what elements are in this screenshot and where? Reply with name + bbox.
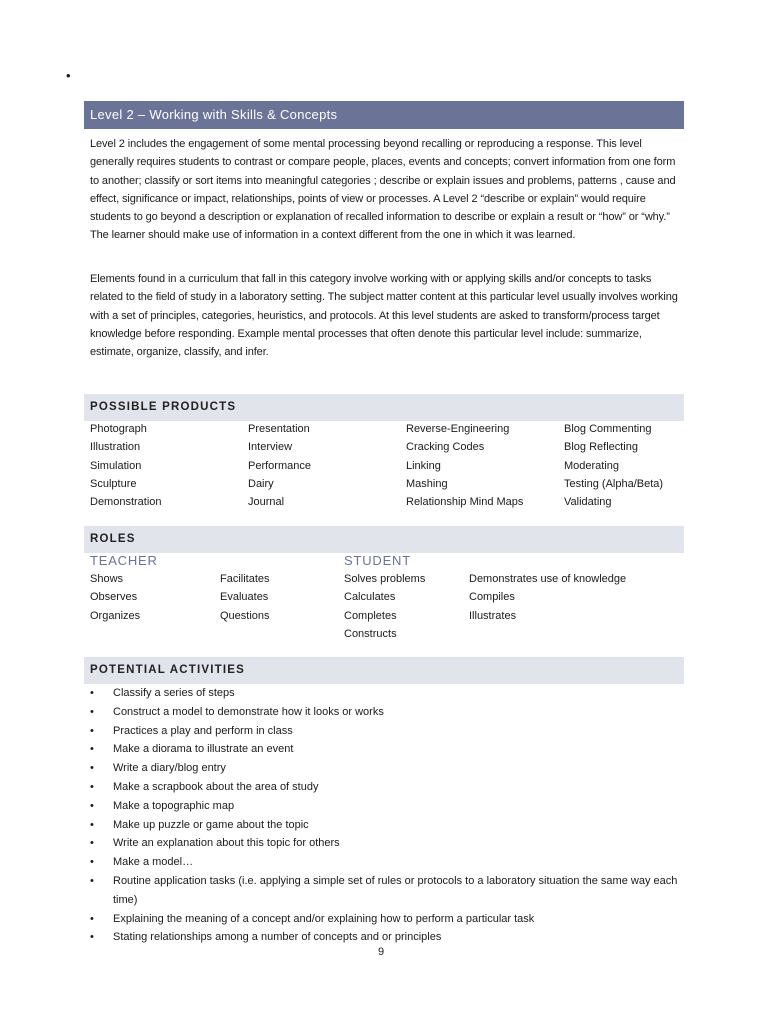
level-title-bar: Level 2 – Working with Skills & Concepts [84,101,684,129]
product-item: Dairy [248,477,274,490]
stray-bullet: • [66,68,71,83]
intro-paragraph: Level 2 includes the engagement of some mental processing beyond recalling or reproducing a response. This level generally requires students to contrast or compare people, places, events and concepts; convert information from one form to another; classify or sort items into meaningful categories ; describe or explain issues and problems, patterns , cause and effect, significance or impact, relationships, points of view or processes. A Level 2 “describe or explain” would require students to go beyond a description or explanation of recalled information to describe or explain a result or “how” or “why.” The learner should make use of information in a context different from the one in which it was learned. [90,138,676,242]
product-item: Mashing [406,477,448,490]
products-grid [90,420,684,511]
role-item: Illustrates [469,609,517,622]
product-item: Simulation [90,459,142,472]
student-label: STUDENT [344,553,411,568]
product-item: Presentation [248,423,310,435]
activity-text: Make up puzzle or game about the topic [113,818,309,831]
student-roles-column-2 [469,570,626,625]
product-item: Testing (Alpha/Beta) [564,477,664,490]
role-item: Evaluates [220,591,269,604]
role-item: Calculates [344,591,396,604]
activity-text: Classify a series of steps [113,687,235,699]
product-item: Interview [248,441,293,454]
activity-text: Practices a play and perform in class [113,724,293,737]
roles-heading: ROLES [84,526,684,553]
activity-text: Make a model… [113,856,194,869]
teacher-roles-column-1 [90,570,140,625]
role-item: Facilitates [220,573,270,585]
bullet-icon: • [90,743,94,756]
activities-list [90,684,684,947]
activity-text: Make a scrapbook about the area of study [113,780,319,793]
list-item [90,834,684,853]
activity-text: Routine application tasks (i.e. applying a simple set of rules or protocols to a laboratory situation the same way each time) [113,874,678,906]
bullet-icon: • [90,912,94,925]
list-item [90,684,684,703]
product-item: Blog Reflecting [564,441,638,454]
bullet-icon: • [90,818,94,831]
product-item: Reverse-Engineering [406,423,510,435]
activity-text: Make a diorama to illustrate an event [113,743,294,756]
role-item: Questions [220,609,270,622]
activity-text: Stating relationships among a number of concepts and or principles [113,931,442,944]
bullet-icon: • [90,874,94,887]
list-item [90,778,684,797]
page-number: 9 [378,946,385,958]
role-item: Demonstrates use of knowledge [469,573,627,585]
list-item [90,872,684,910]
list-item [90,759,684,778]
role-item: Shows [90,573,124,585]
product-item: Validating [564,496,612,509]
list-item [90,740,684,759]
bullet-icon: • [90,931,94,944]
activity-text: Explaining the meaning of a concept and/or explaining how to perform a particular task [113,912,535,925]
product-item: Sculpture [90,477,137,490]
list-item [90,816,684,835]
role-item: Solves problems [344,573,426,585]
list-item [90,722,684,741]
role-item: Observes [90,591,138,604]
list-item [90,910,684,929]
activity-text: Write an explanation about this topic for others [113,837,340,850]
bullet-icon: • [90,799,94,812]
product-item: Demonstration [90,496,162,509]
activity-text: Make a topographic map [113,799,235,812]
bullet-icon: • [90,837,94,850]
curriculum-paragraph: Elements found in a curriculum that fall in this category involve working with or applying skills and/or concepts to tasks related to the field of study in a laboratory setting. The subject matter content at this particular level usually involves working with a set of principles, categories, heuristics, and protocols. At this level students are asked to transform/process target knowledge before responding. Example mental processes that often denote this particular level include: summarize, estimate, organize, classify, and infer. [90,273,678,359]
bullet-icon: • [90,856,94,869]
product-item: Journal [248,496,285,509]
product-item: Cracking Codes [406,441,485,454]
teacher-roles-column-2 [220,570,270,625]
potential-activities-heading: POTENTIAL ACTIVITIES [84,657,684,684]
bullet-icon: • [90,724,94,737]
bullet-icon: • [90,762,94,775]
possible-products-heading: POSSIBLE PRODUCTS [84,394,684,421]
teacher-label: TEACHER [90,553,158,568]
product-item: Illustration [90,441,141,454]
product-item: Moderating [564,459,620,472]
bullet-icon: • [90,687,94,699]
student-roles-column-1 [344,570,425,643]
activity-text: Write a diary/blog entry [113,762,226,775]
list-item [90,703,684,722]
role-item: Completes [344,609,397,622]
list-item [90,797,684,816]
role-item: Constructs [344,627,397,640]
role-item: Organizes [90,609,141,622]
bullet-icon: • [90,780,94,793]
product-item: Linking [406,459,441,472]
product-item: Performance [248,459,311,472]
bullet-icon: • [90,705,94,718]
list-item [90,853,684,872]
product-item: Blog Commenting [564,423,652,435]
list-item [90,928,684,947]
product-item: Relationship Mind Maps [406,496,524,509]
role-item: Compiles [469,591,515,604]
product-item: Photograph [90,423,147,435]
activity-text: Construct a model to demonstrate how it looks or works [113,705,384,718]
